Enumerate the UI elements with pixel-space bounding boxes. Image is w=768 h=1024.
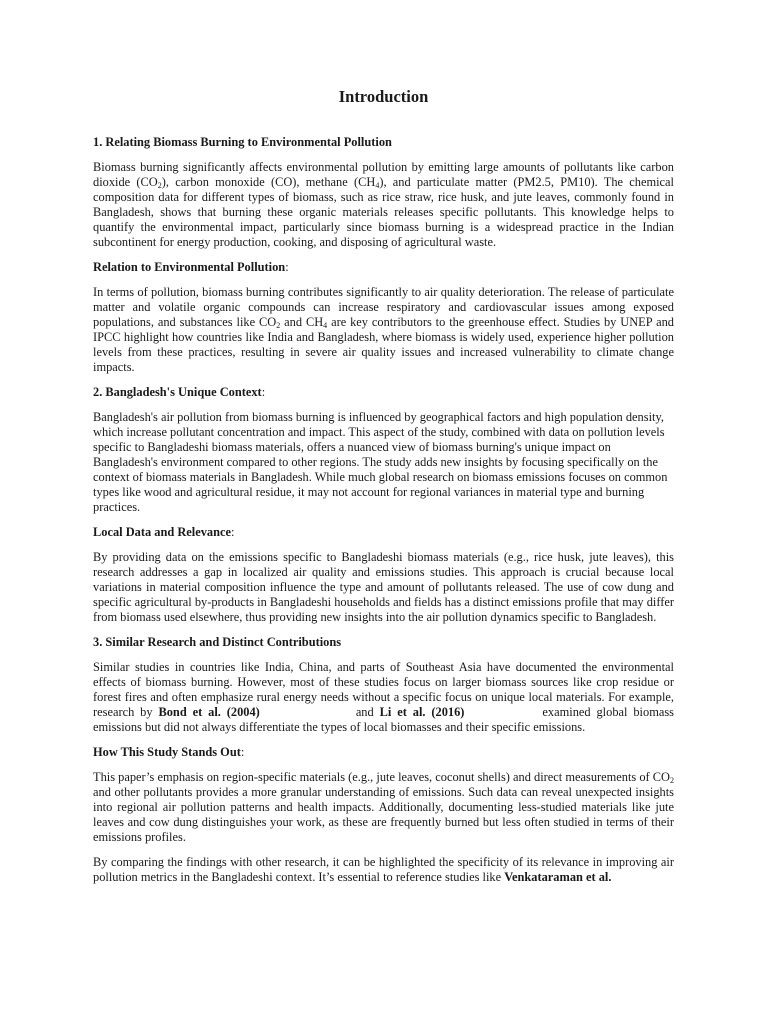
subscript: 2 (276, 321, 281, 330)
subheading-label: How This Study Stands Out (93, 745, 241, 759)
text-run: This paper’s emphasis on region-specific materials (e.g., jute leaves, coconut shells) and direct measurements of CO (93, 770, 670, 784)
subscript: 4 (323, 321, 328, 330)
section-2-paragraph-2: By providing data on the emissions specific to Bangladeshi biomass materials (e.g., rice husk, jute leaves), this research addresses a gap in localized air quality and emissions studies. This approach is crucial because local variations in material composition influence the type and amount of pollutants released. The use of cow dung and specific agricultural by-products in Bangladeshi households and fields has a distinct emissions profile that may differ from biomass used elsewhere, thus providing new insights into the air pollution dynamics specific to Bangladesh. (93, 550, 674, 624)
section-3-subheading (93, 745, 674, 760)
text-run: ), and particulate matter (PM2.5, PM10). The chemical composition data for different types of biomass, such as rice straw, rice husk, and jute leaves, commonly found in Bangladesh, shows that burning these organic materials releases specific pollutants. This knowledge helps to quantify the environmental impact, particularly since biomass burning is a widespread practice in the Indian subcontinent for energy production, cooking, and disposing of agricultural waste. (93, 175, 674, 249)
section-3-heading: 3. Similar Research and Distinct Contributions (93, 635, 342, 649)
text-run: and CH (280, 315, 324, 329)
citation-li-2016: Li et al. (2016) (379, 705, 465, 719)
text-run: and other pollutants provides a more granular understanding of emissions. Such data can reveal unexpected insights into regional air pollution patterns and health impacts. Additionally, documenting less-studied materials like jute leaves and cow dung distinguishes your work, as these are frequently burned but less often studied in terms of their emissions profiles. (93, 785, 674, 844)
subheading-label: Local Data and Relevance (93, 525, 232, 539)
subheading-colon: : (285, 260, 289, 274)
text-run: are key contributors to the greenhouse effect. Studies by UNEP and IPCC highlight how countries like India and Bangladesh, where biomass is widely used, experience higher pollution levels from these practices, resulting in severe air quality issues and increased vulnerability to climate change impacts. (93, 315, 674, 374)
citation-venkataraman: Venkataraman et al. (504, 870, 612, 884)
heading-colon: : (261, 385, 266, 399)
document-content (93, 86, 674, 895)
section-2-paragraph-1: Bangladesh's air pollution from biomass burning is influenced by geographical factors and high population density, which increase pollutant concentration and impact. This aspect of the study, combined with data on pollution levels specific to Bangladeshi biomass materials, offers a nuanced view of biomass burning's unique impact on Bangladesh's environment compared to other regions. The study adds new insights by focusing specifically on the context of biomass materials in Bangladesh. While much global research on biomass emissions focuses on common types like wood and agricultural residue, it may not account for regional variances in material type and burning practices. (93, 410, 668, 514)
text-run: ), carbon monoxide (CO), methane (CH (161, 175, 376, 189)
section-1-subheading (93, 260, 674, 275)
subheading-colon: : (240, 745, 245, 759)
section-1-heading: 1. Relating Biomass Burning to Environmental Pollution (93, 135, 392, 149)
section-2-heading-label: 2. Bangladesh's Unique Context (93, 385, 262, 399)
text-run: Biomass burning significantly affects environmental pollution by emitting large amounts of pollutants like carbon dioxide (CO (93, 160, 674, 189)
section-2-subheading (93, 525, 674, 540)
text-run: By comparing the findings with other research, it can be highlighted the specificity of its relevance in improving air pollution metrics in the Bangladeshi context. It’s essential to reference studies like (93, 855, 674, 884)
text-run: In terms of pollution, biomass burning contributes significantly to air quality deterioration. The release of particulate matter and volatile organic compounds can increase respiratory and cardiovascular issues among exposed populations, and substances like CO (93, 285, 674, 329)
text-run: and (355, 705, 380, 719)
text-run: examined global biomass emissions but did not always differentiate the types of local biomasses and their specific emissions. (93, 705, 674, 734)
section-3-paragraph-1 (93, 660, 674, 735)
subscript: 2 (670, 776, 674, 785)
section-1-paragraph-2 (93, 285, 674, 375)
section-1-paragraph-1 (93, 160, 674, 250)
section-2-heading (93, 385, 674, 400)
citation-bond-2004: Bond et al. (2004) (158, 705, 260, 719)
section-3-paragraph-3 (93, 855, 674, 885)
page-title: Introduction (338, 87, 429, 106)
subscript: 4 (375, 181, 380, 190)
subheading-colon: : (231, 525, 235, 539)
subscript: 2 (157, 181, 162, 190)
section-3-paragraph-2 (93, 770, 674, 845)
subheading-label: Relation to Environmental Pollution (93, 260, 286, 274)
text-run: Similar studies in countries like India, China, and parts of Southeast Asia have documented the environmental effects of biomass burning. However, most of these studies focus on larger biomass sources like crop residue or forest fires and often emphasize rural energy needs without a specific focus on unique local materials. For example, research by (93, 660, 674, 719)
